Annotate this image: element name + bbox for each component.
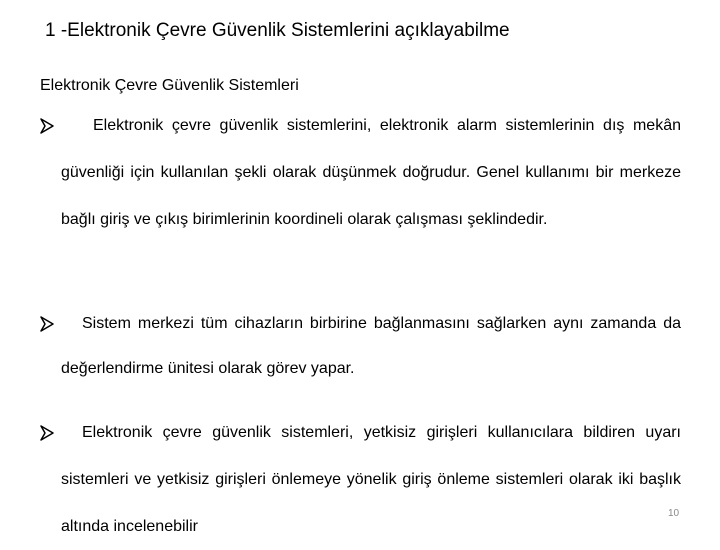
bullet-text: Elektronik çevre güvenlik sistemlerini, elektronik alarm sistemlerinin dış mekân güvenliği için kullanılan şekli olarak düşünmek doğrudur. Genel kullanımı bir merkeze bağlı giriş ve çıkış birimlerinin koordineli olarak çalışması şeklindedir.	[61, 117, 681, 228]
page-number: 10	[668, 508, 680, 519]
arrow-bullet-icon	[40, 316, 54, 332]
slide-title: 1 -Elektronik Çevre Güvenlik Sistemlerini açıklayabilme	[45, 20, 510, 41]
bullet-item	[40, 421, 681, 550]
bullet-item	[40, 312, 681, 391]
arrow-bullet-icon	[40, 118, 54, 134]
slide-subtitle: Elektronik Çevre Güvenlik Sistemleri	[40, 77, 299, 94]
bullet-item	[40, 114, 681, 243]
bullet-text: Elektronik çevre güvenlik sistemleri, yetkisiz girişleri kullanıcılara bildiren uyarı sistemleri ve yetkisiz girişleri önlemeye yönelik giriş önleme sistemleri olarak iki başlık altında incelenebilir	[61, 424, 681, 535]
arrow-bullet-icon	[40, 425, 54, 441]
bullet-text: Sistem merkezi tüm cihazların birbirine bağlanmasını sağlarken aynı zamanda da değerlendirme ünitesi olarak görev yapar.	[61, 315, 681, 377]
